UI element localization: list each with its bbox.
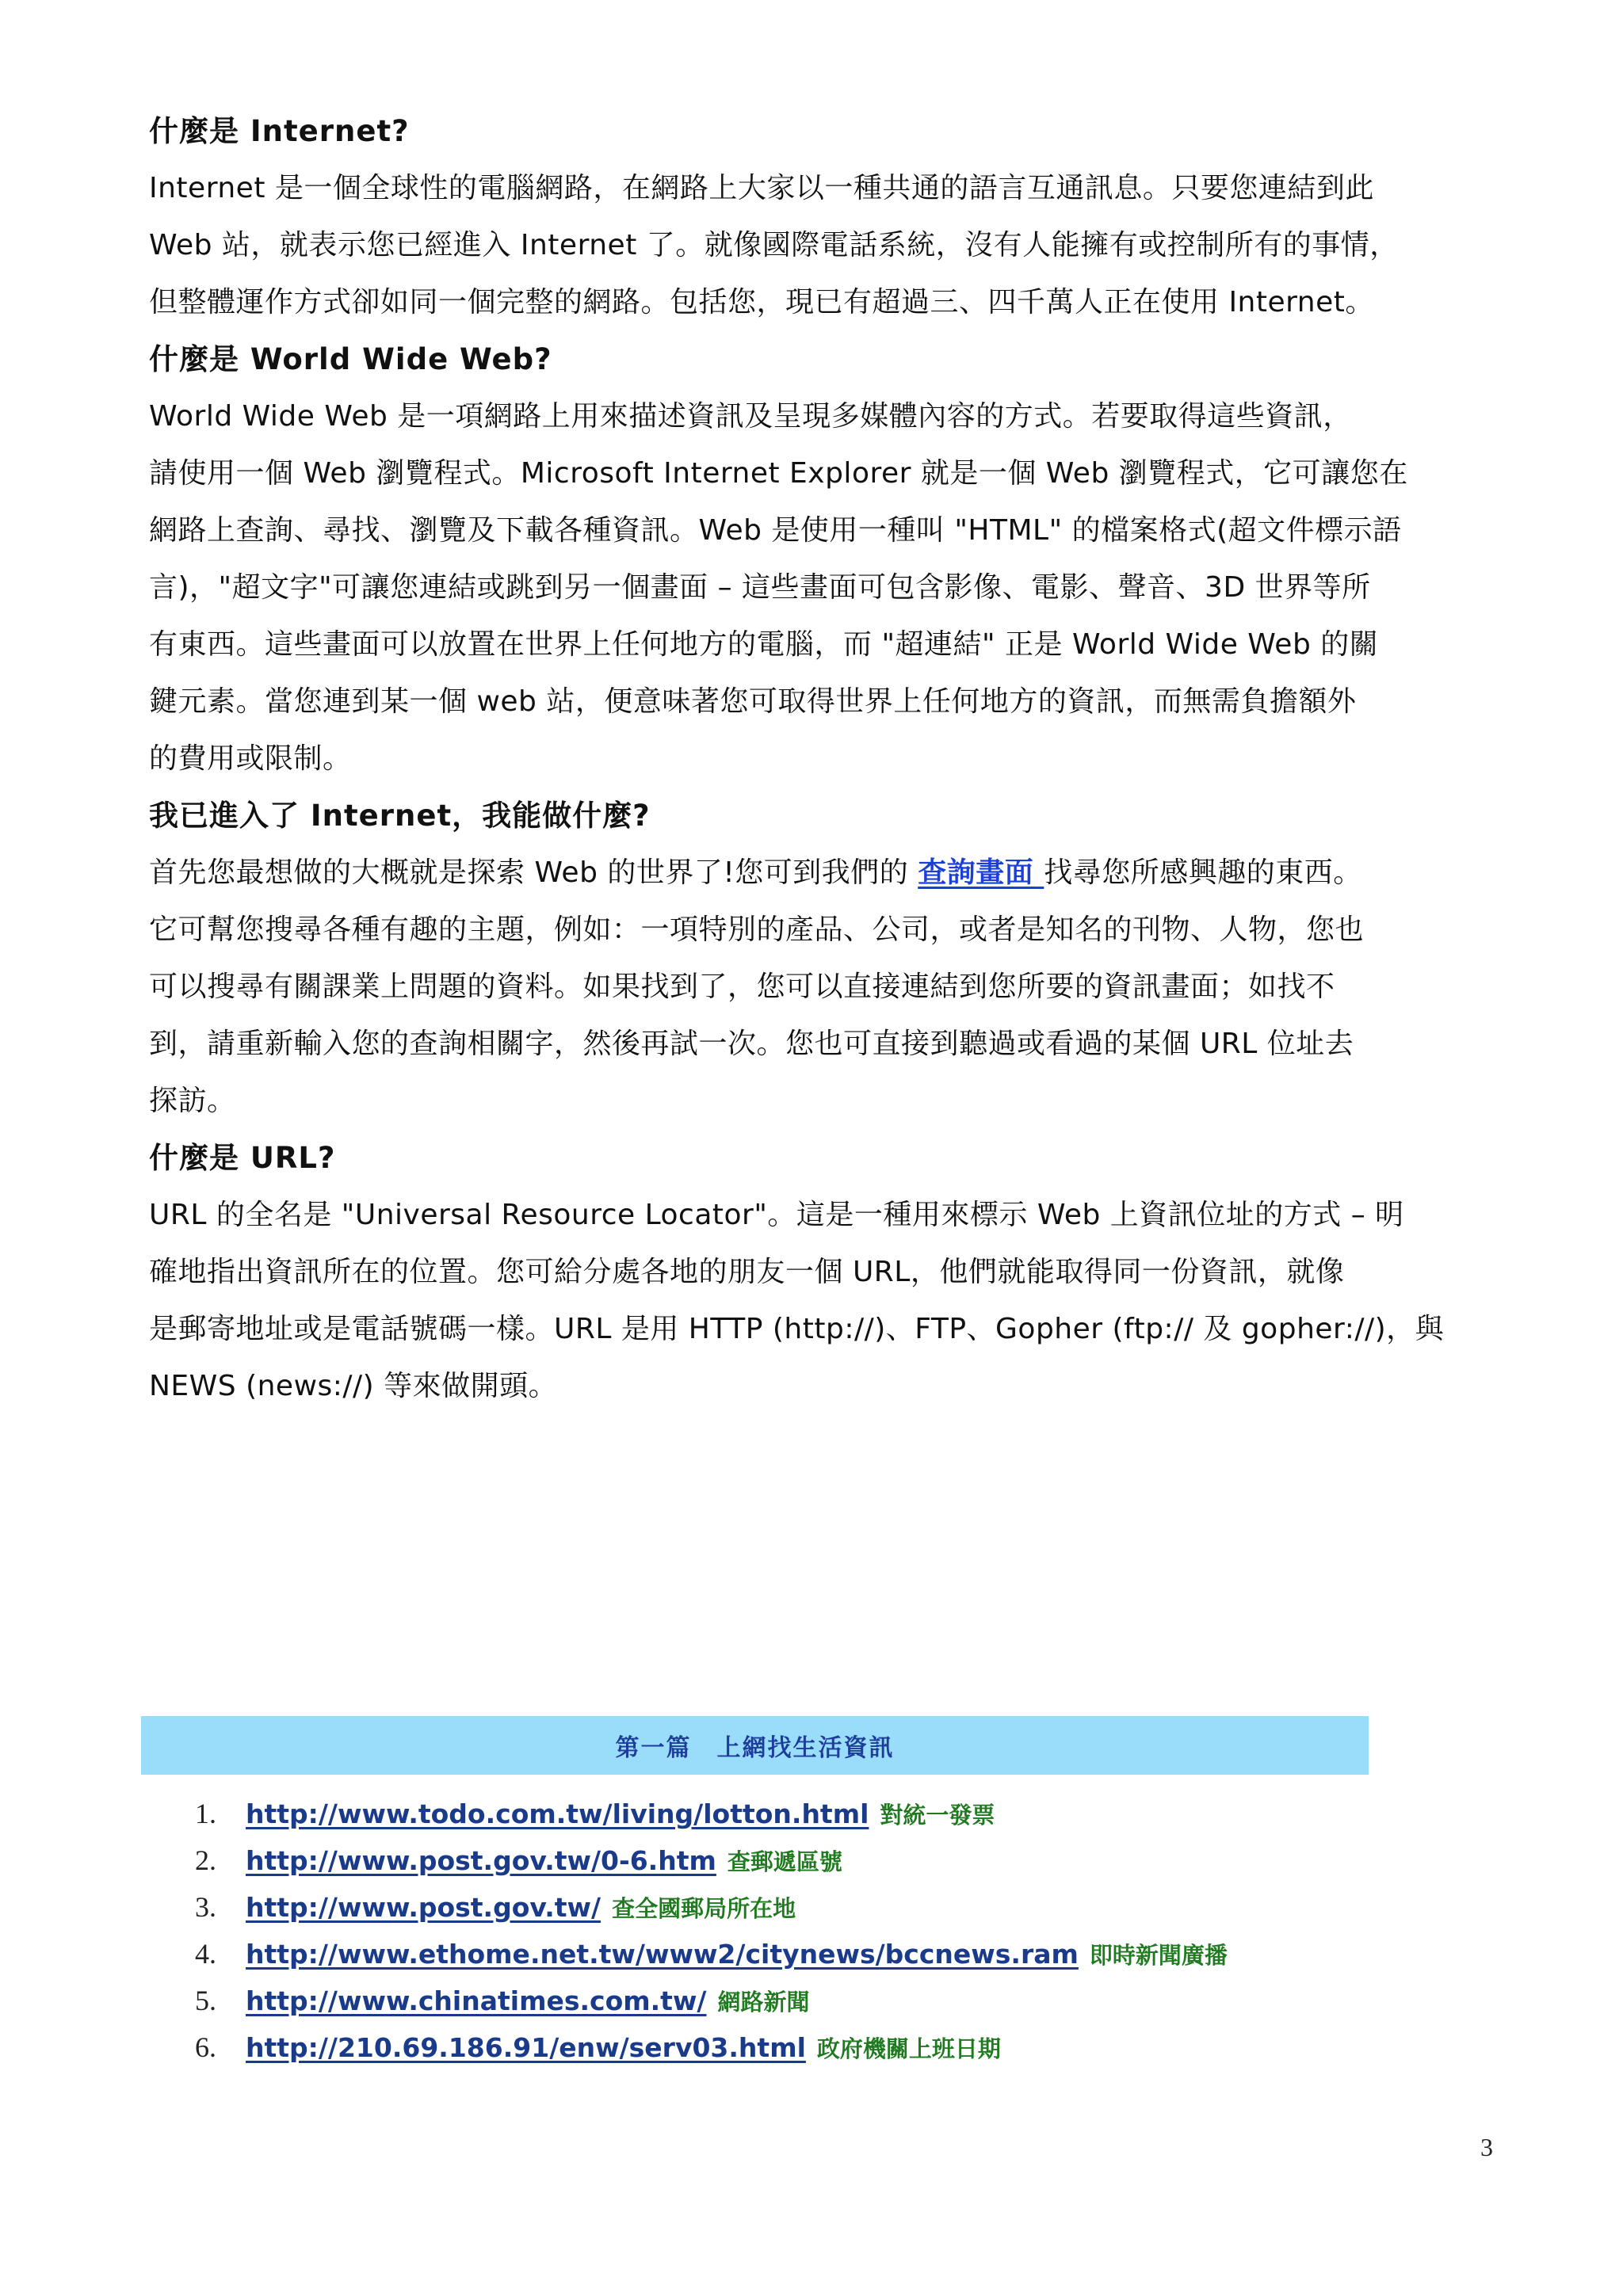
paragraph-line: NEWS (news://) 等來做開頭。 bbox=[149, 1370, 558, 1402]
paragraph-line: 言)，"超文字"可讓您連結或跳到另一個畫面 – 這些畫面可包含影像、電影、聲音、3D 世界等所 bbox=[149, 571, 1371, 604]
link-list-item bbox=[195, 1840, 842, 1880]
link-description: 網路新聞 bbox=[717, 1988, 810, 2016]
paragraph-line: 鍵元素。當您連到某一個 web 站，便意味著您可取得世界上任何地方的資訊，而無需負擔額外 bbox=[149, 685, 1357, 718]
paragraph-text: 找尋您所感興趣的東西。 bbox=[1044, 856, 1362, 889]
list-number: 4. bbox=[195, 1938, 216, 1970]
link-list-item bbox=[195, 1794, 995, 1833]
heading-what-can-i-do: 我已進入了 Internet，我能做什麼? bbox=[149, 799, 651, 833]
link-description: 即時新聞廣播 bbox=[1089, 1941, 1228, 1969]
url-link[interactable]: http://www.ethome.net.tw/www2/citynews/bccnews.ram bbox=[246, 1938, 1079, 1970]
paragraph-line: 到，請重新輸入您的查詢相關字，然後再試一次。您也可直接到聽過或看過的某個 URL 位址去 bbox=[149, 1028, 1354, 1060]
list-number: 2. bbox=[195, 1844, 216, 1876]
link-description: 對統一發票 bbox=[880, 1801, 995, 1829]
list-number: 6. bbox=[195, 2031, 216, 2063]
paragraph-line: 有東西。這些畫面可以放置在世界上任何地方的電腦，而 "超連結" 正是 World Wide Web 的關 bbox=[149, 628, 1379, 661]
paragraph-line: 確地指出資訊所在的位置。您可給分處各地的朋友一個 URL，他們就能取得同一份資訊，就像 bbox=[149, 1256, 1345, 1288]
list-number: 5. bbox=[195, 1985, 216, 2016]
page-number: 3 bbox=[1480, 2133, 1493, 2161]
paragraph-text: 首先您最想做的大概就是探索 Web 的世界了!您可到我們的 bbox=[149, 856, 918, 889]
url-link[interactable]: http://www.post.gov.tw/0-6.htm bbox=[246, 1844, 716, 1876]
link-description: 政府機關上班日期 bbox=[816, 2035, 1001, 2062]
paragraph-line: Internet 是一個全球性的電腦網路，在網路上大家以一種共通的語言互通訊息。只要您連結到此 bbox=[149, 172, 1374, 204]
paragraph-line: Web 站，就表示您已經進入 Internet 了。就像國際電話系統，沒有人能擁有或控制所有的事情， bbox=[149, 229, 1399, 261]
link-list-item bbox=[195, 1981, 810, 2020]
paragraph-line: 請使用一個 Web 瀏覽程式。Microsoft Internet Explorer 就是一個 Web 瀏覽程式，它可讓您在 bbox=[149, 457, 1408, 490]
url-link[interactable]: http://210.69.186.91/enw/serv03.html bbox=[246, 2031, 806, 2063]
link-list-item bbox=[195, 2027, 1001, 2067]
paragraph-line: World Wide Web 是一項網路上用來描述資訊及呈現多媒體內容的方式。若要取得這些資訊， bbox=[149, 400, 1352, 433]
list-number: 1. bbox=[195, 1798, 216, 1829]
link-description: 查郵遞區號 bbox=[727, 1848, 842, 1875]
search-page-link[interactable]: 查詢畫面 bbox=[918, 856, 1044, 889]
chapter-banner bbox=[141, 1716, 1369, 1775]
list-number: 3. bbox=[195, 1891, 216, 1923]
url-link[interactable]: http://www.todo.com.tw/living/lotton.html bbox=[246, 1798, 869, 1829]
paragraph-line: 可以搜尋有關課業上問題的資料。如果找到了，您可以直接連結到您所要的資訊畫面；如找不 bbox=[149, 971, 1335, 1003]
url-link[interactable]: http://www.chinatimes.com.tw/ bbox=[246, 1985, 707, 2016]
link-description: 查全國郵局所在地 bbox=[612, 1894, 796, 1922]
paragraph-line: 的費用或限制。 bbox=[149, 742, 352, 775]
heading-what-is-url: 什麼是 URL? bbox=[149, 1141, 336, 1175]
link-list-item bbox=[195, 1887, 796, 1927]
paragraph-line: 是郵寄地址或是電話號碼一樣。URL 是用 HTTP (http://)、FTP、Gopher (ftp:// 及 gopher://)，與 bbox=[149, 1313, 1445, 1345]
url-link[interactable]: http://www.post.gov.tw/ bbox=[246, 1891, 601, 1923]
heading-what-is-www: 什麼是 World Wide Web? bbox=[149, 342, 552, 376]
paragraph-line-with-link bbox=[149, 856, 1362, 891]
paragraph-line: 它可幫您搜尋各種有趣的主題，例如：一項特別的產品、公司，或者是知名的刊物、人物，您也 bbox=[149, 913, 1365, 946]
paragraph-line: URL 的全名是 "Universal Resource Locator"。這是一種用來標示 Web 上資訊位址的方式 – 明 bbox=[149, 1199, 1404, 1231]
paragraph-line: 網路上查詢、尋找、瀏覽及下載各種資訊。Web 是使用一種叫 "HTML" 的檔案格式(超文件標示語 bbox=[149, 514, 1402, 547]
paragraph-line: 但整體運作方式卻如同一個完整的網路。包括您，現已有超過三、四千萬人正在使用 Internet。 bbox=[149, 286, 1374, 318]
paragraph-line: 探訪。 bbox=[149, 1085, 236, 1117]
chapter-title: 第一篇 上網找生活資訊 bbox=[615, 1734, 895, 1762]
heading-what-is-internet: 什麼是 Internet? bbox=[149, 114, 410, 148]
link-list-item bbox=[195, 1934, 1228, 1974]
